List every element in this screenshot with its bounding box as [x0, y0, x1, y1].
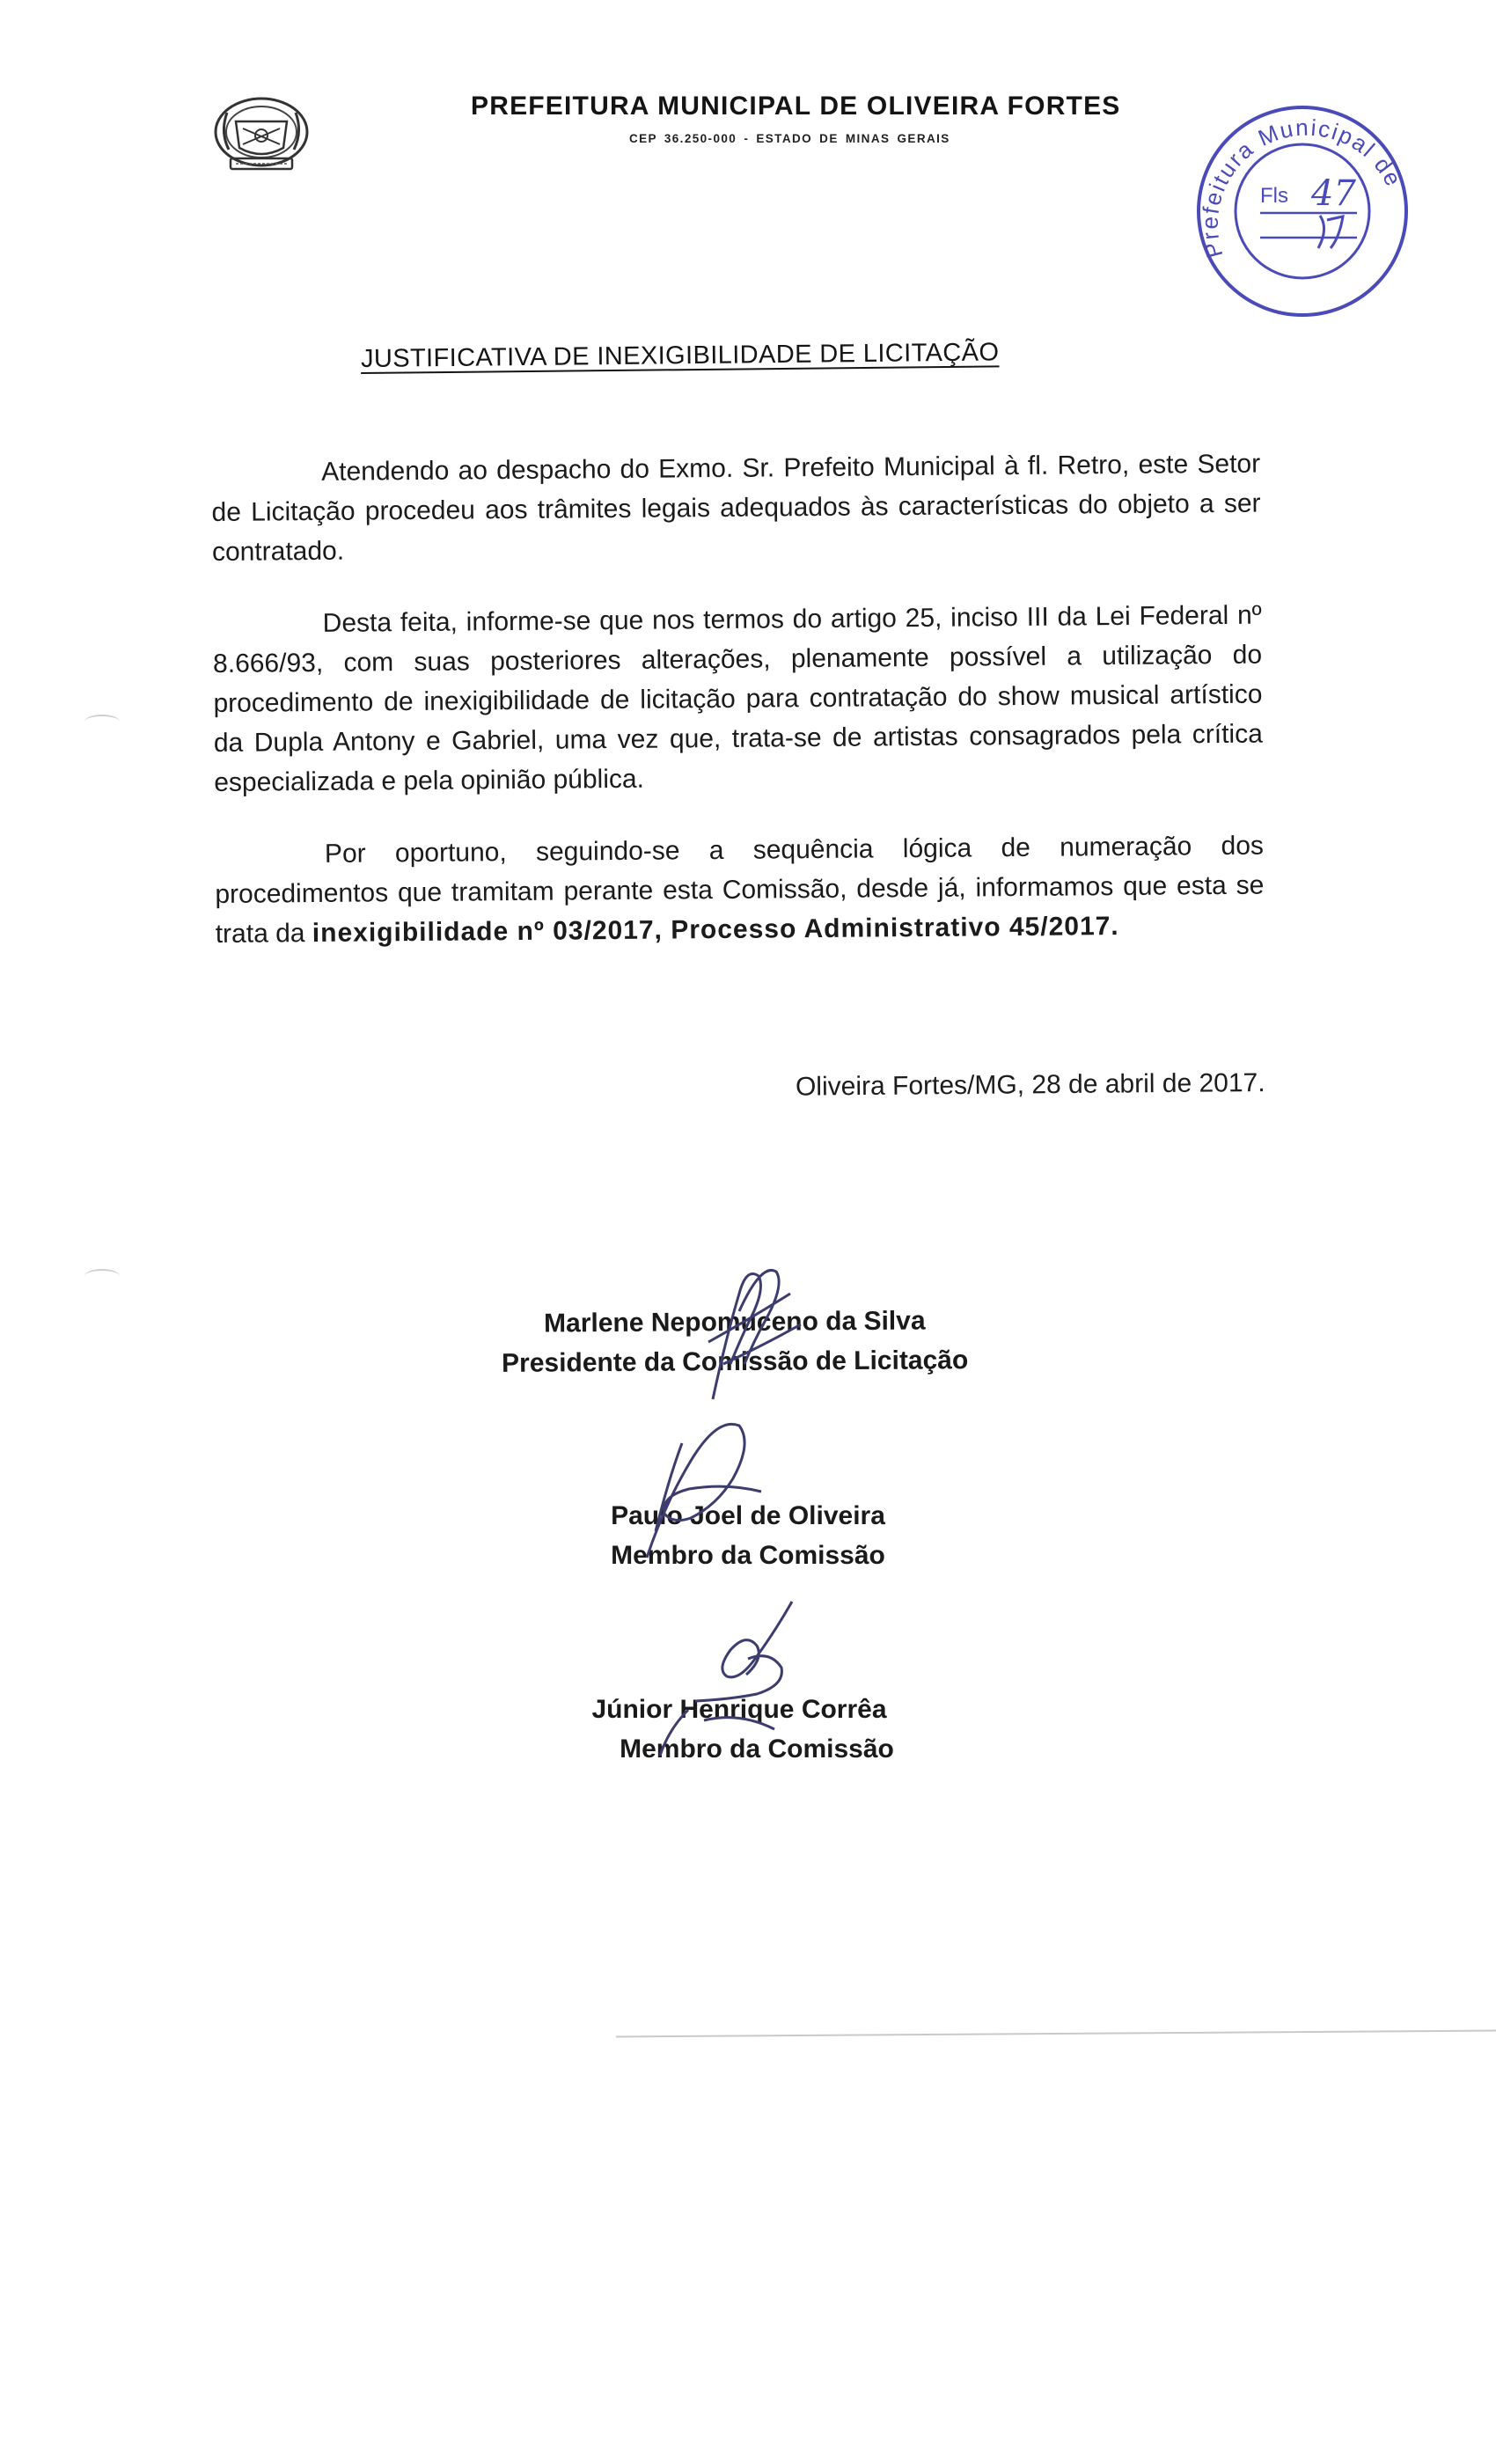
signatory-role: Membro da Comissão [611, 1541, 885, 1570]
signature-block-member-2 [510, 1690, 968, 1769]
signatory-name: Júnior Henrique Corrêa [591, 1695, 887, 1724]
signature-block-member-1 [537, 1496, 959, 1575]
paragraph-1: Atendendo ao despacho do Exmo. Sr. Prefeito Municipal à fl. Retro, este Setor de Licitação procedeu aos trâmites legais adequados às características do objeto a ser contratado. [211, 449, 1261, 567]
municipality-subtitle: CEP 36.250-000 - ESTADO DE MINAS GERAIS [629, 132, 950, 145]
scan-edge-mark [84, 715, 120, 729]
paragraph-3 [215, 826, 1265, 954]
stamp-circle-text: Prefeitura Municipal de [1196, 114, 1408, 261]
signatory-role: Presidente da Comissão de Licitação [501, 1346, 969, 1378]
stamp-folio-number: 47 [1311, 173, 1356, 214]
signatory-role: Membro da Comissão [620, 1734, 894, 1764]
signatory-name: Marlene Nepomuceno da Silva [543, 1306, 926, 1338]
document-body [211, 444, 1265, 986]
scan-edge-mark [84, 1269, 120, 1283]
process-number: inexigibilidade nº 03/2017, Processo Administrativo 45/2017. [312, 912, 1119, 949]
paragraph-2: Desta feita, informe-se que nos termos do artigo 25, inciso III da Lei Federal nº 8.666/93, com suas posteriores alterações, plenamente possível a utilização do procedimento de inexigibilidade de licitação para contratação do show musical artístico da Dupla Antony e Gabriel, uma vez que, trata-se de artistas consagrados pela crítica especializada e pela opinião pública. [212, 600, 1263, 797]
document-title: JUSTIFICATIVA DE INEXIGIBILIDADE DE LICITAÇÃO [360, 338, 1000, 373]
folio-stamp [1188, 97, 1417, 326]
scan-edge-line [616, 2030, 1496, 2038]
municipal-coat-of-arms-icon [209, 95, 313, 174]
dateline: Oliveira Fortes/MG, 28 de abril de 2017. [796, 1068, 1266, 1102]
signature-block-president [440, 1301, 1030, 1384]
signatory-name: Paulo Joel de Oliveira [611, 1501, 885, 1530]
municipality-title: PREFEITURA MUNICIPAL DE OLIVEIRA FORTES [471, 92, 1121, 121]
paragraph-3-text: Por oportuno, seguindo-se a sequência lógica de numeração dos procedimentos que tramitam perante esta Comissão, desde já, informamos que esta se trata da [215, 831, 1265, 949]
stamp-fls-label: Fls [1260, 184, 1288, 208]
